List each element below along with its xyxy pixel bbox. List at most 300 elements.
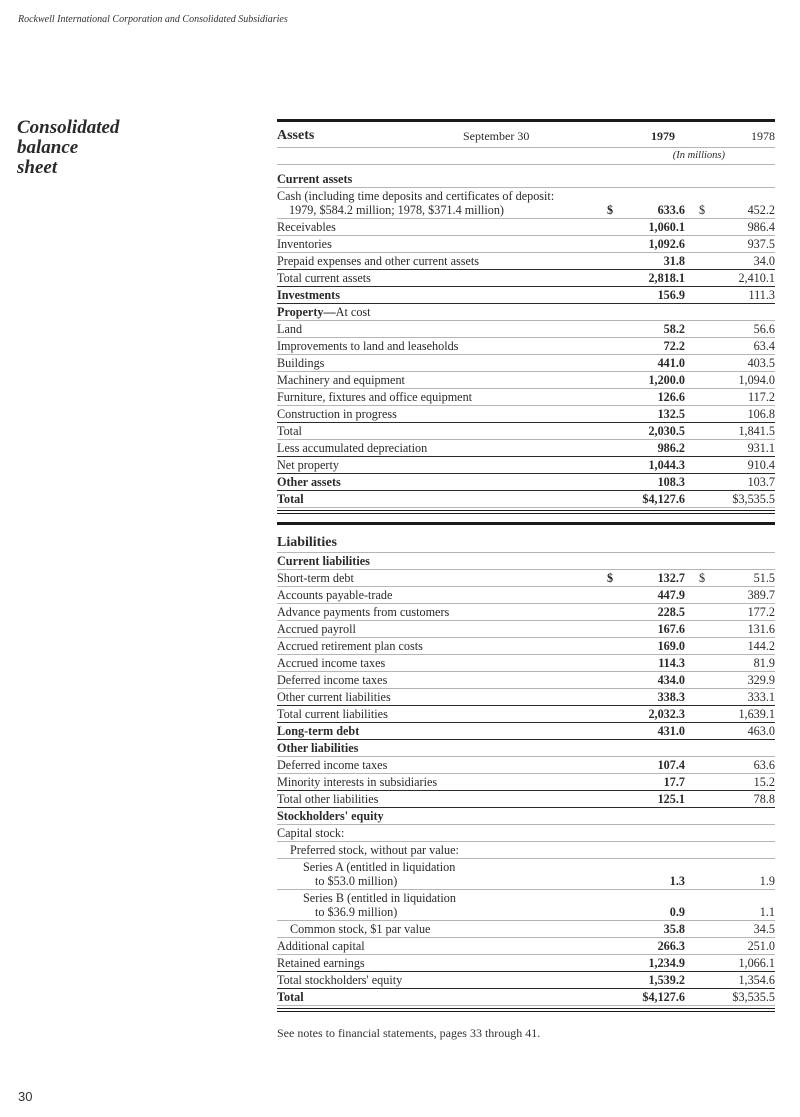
value-text: 338.3: [657, 690, 685, 704]
value-1979: [593, 990, 685, 1004]
table-row: [277, 938, 775, 955]
year-current-header: 1979: [651, 129, 675, 143]
row-label: [277, 492, 593, 506]
value-text: 2,818.1: [648, 271, 685, 285]
row-label-line: Other assets: [277, 475, 341, 489]
value-1978: [685, 758, 775, 772]
table-row: [277, 474, 775, 491]
value-1978: [685, 390, 775, 404]
table-row: [277, 842, 775, 859]
row-label: [277, 605, 593, 619]
table-row: [277, 440, 775, 457]
value-1978: [685, 690, 775, 704]
value-text: $4,127.6: [642, 990, 685, 1004]
row-label: [277, 571, 593, 585]
page-title-line-1: Consolidated: [17, 117, 120, 138]
row-label-line: Accrued income taxes: [277, 656, 386, 670]
row-label: [277, 843, 593, 857]
value-text: 1,044.3: [648, 458, 685, 472]
row-label: [277, 639, 593, 653]
row-label-line: Cash (including time deposits and certificates of deposit:: [277, 189, 555, 203]
value-text: 1,354.6: [738, 973, 775, 987]
value-1978: [685, 724, 775, 738]
value-1978: [685, 271, 775, 285]
value-1978: [685, 707, 775, 721]
table-row: [277, 774, 775, 791]
value-text: 1.9: [759, 874, 775, 888]
value-text: 441.0: [657, 356, 685, 370]
row-label-line: Additional capital: [277, 939, 365, 953]
table-row: [277, 672, 775, 689]
table-row: [277, 355, 775, 372]
liabilities-rows: [277, 553, 775, 1006]
row-label: [277, 390, 593, 404]
row-label-line: Deferred income taxes: [277, 758, 388, 772]
value-text: 1.3: [669, 874, 685, 888]
row-label: [277, 441, 593, 455]
value-1979: [593, 956, 685, 970]
value-1979: [593, 271, 685, 285]
row-label-line: Series A (entitled in liquidation: [303, 860, 456, 874]
value-text: 125.1: [657, 792, 685, 806]
row-label-line: Accounts payable-trade: [277, 588, 393, 602]
table-row: [277, 587, 775, 604]
value-1979: [593, 322, 685, 336]
value-text: 1,841.5: [738, 424, 775, 438]
row-label-line-2: to $53.0 million): [315, 874, 398, 888]
table-row: [277, 706, 775, 723]
table-row: [277, 972, 775, 989]
value-text: 126.6: [657, 390, 685, 404]
value-1979: [593, 571, 685, 585]
row-label: [277, 588, 593, 602]
value-1979: [593, 973, 685, 987]
table-row: [277, 638, 775, 655]
value-1979: [593, 707, 685, 721]
row-label: [277, 973, 593, 987]
value-1978: [685, 939, 775, 953]
value-text: 1.1: [759, 905, 775, 919]
value-text: $3,535.5: [732, 990, 775, 1004]
assets-title: Assets: [277, 128, 315, 143]
value-text: 117.2: [748, 390, 775, 404]
value-1979: [593, 922, 685, 936]
dollar-sign: $: [699, 571, 706, 585]
row-label-rest: At cost: [335, 305, 371, 319]
value-text: 106.8: [747, 407, 775, 421]
table-row: [277, 808, 775, 825]
value-1979: [593, 373, 685, 387]
value-text: 389.7: [747, 588, 775, 602]
value-1979: [593, 458, 685, 472]
footnote: See notes to financial statements, pages 33 through 41.: [277, 1026, 541, 1040]
value-text: 78.8: [753, 792, 775, 806]
value-1978: [685, 639, 775, 653]
row-label-line: Furniture, fixtures and office equipment: [277, 390, 473, 404]
row-label-line: Retained earnings: [277, 956, 365, 970]
value-text: 2,030.5: [648, 424, 685, 438]
value-text: 108.3: [657, 475, 685, 489]
value-1978: [685, 288, 775, 302]
value-1978: [685, 441, 775, 455]
value-text: 986.4: [747, 220, 775, 234]
value-1979: [593, 288, 685, 302]
row-label-line: Total: [277, 492, 304, 506]
row-label: [277, 424, 593, 438]
value-text: 111.3: [748, 288, 775, 302]
row-label-line: Minority interests in subsidiaries: [277, 775, 438, 789]
value-1979: [593, 656, 685, 670]
value-1979: [593, 775, 685, 789]
row-label: [277, 939, 593, 953]
row-label-line: Inventories: [277, 237, 332, 251]
value-text: 452.2: [747, 203, 775, 217]
row-label-line: Land: [277, 322, 303, 336]
value-1979: [593, 605, 685, 619]
running-head: Rockwell International Corporation and Consolidated Subsidiaries: [18, 14, 288, 25]
row-label: [277, 673, 593, 687]
row-label-line: Advance payments from customers: [277, 605, 450, 619]
value-text: 434.0: [657, 673, 685, 687]
value-text: 1,066.1: [738, 956, 775, 970]
value-text: 34.5: [753, 922, 775, 936]
row-label: [277, 458, 593, 472]
table-row: [277, 321, 775, 338]
table-row: [277, 825, 775, 842]
value-text: 131.6: [747, 622, 775, 636]
value-text: 31.8: [663, 254, 685, 268]
table-row: [277, 219, 775, 236]
liabilities-table: [277, 522, 775, 1041]
table-row: [277, 491, 775, 508]
value-text: 103.7: [747, 475, 775, 489]
table-row: [277, 287, 775, 304]
row-label-line: Current assets: [277, 172, 353, 186]
value-text: 633.6: [657, 203, 685, 217]
row-label: [277, 741, 593, 755]
table-row: [277, 304, 775, 321]
value-1979: [593, 407, 685, 421]
value-1978: [685, 874, 775, 888]
value-text: 1,200.0: [648, 373, 685, 387]
value-text: $3,535.5: [732, 492, 775, 506]
row-label: [277, 622, 593, 636]
value-text: 931.1: [747, 441, 775, 455]
value-text: 228.5: [657, 605, 685, 619]
table-row: [277, 570, 775, 587]
value-text: 58.2: [663, 322, 685, 336]
row-label-line: Series B (entitled in liquidation: [303, 891, 456, 905]
row-label: [277, 339, 593, 353]
value-1978: [685, 588, 775, 602]
row-label-line: Capital stock:: [277, 826, 345, 840]
dollar-sign: $: [607, 203, 614, 217]
value-text: 251.0: [747, 939, 775, 953]
row-label-line: Accrued payroll: [277, 622, 356, 636]
value-1979: [593, 905, 685, 919]
value-text: 15.2: [753, 775, 775, 789]
value-text: 2,410.1: [738, 271, 775, 285]
year-prior-header: 1978: [751, 129, 775, 143]
value-text: 463.0: [747, 724, 775, 738]
row-label: [277, 271, 593, 285]
row-label-line: Machinery and equipment: [277, 373, 405, 387]
table-row: [277, 171, 775, 188]
value-text: 156.9: [657, 288, 685, 302]
value-text: 177.2: [747, 605, 775, 619]
table-row: [277, 859, 775, 890]
value-text: 333.1: [747, 690, 775, 704]
dollar-sign: $: [699, 203, 706, 217]
row-label-line: Improvements to land and leaseholds: [277, 339, 459, 353]
value-text: 35.8: [663, 922, 685, 936]
value-1978: [685, 424, 775, 438]
table-row: [277, 655, 775, 672]
row-label: [277, 356, 593, 370]
value-text: $4,127.6: [642, 492, 685, 506]
row-label-line: Other liabilities: [277, 741, 359, 755]
table-row: [277, 457, 775, 474]
value-1979: [593, 939, 685, 953]
value-text: 34.0: [753, 254, 775, 268]
value-text: 1,539.2: [648, 973, 685, 987]
value-text: 1,094.0: [738, 373, 775, 387]
row-label-line: Total current liabilities: [277, 707, 388, 721]
table-row: [277, 955, 775, 972]
value-1978: [685, 407, 775, 421]
value-text: 431.0: [657, 724, 685, 738]
row-label: [277, 237, 593, 251]
value-1978: [685, 673, 775, 687]
table-row: [277, 338, 775, 355]
value-1978: [685, 339, 775, 353]
value-1979: [593, 724, 685, 738]
value-text: 63.6: [753, 758, 775, 772]
row-label-line: Long-term debt: [277, 724, 360, 738]
double-rule: [277, 510, 775, 514]
assets-rows: [277, 171, 775, 508]
table-row: [277, 270, 775, 287]
table-row: [277, 406, 775, 423]
row-label: [277, 860, 593, 888]
row-label: [277, 322, 593, 336]
row-label: [277, 990, 593, 1004]
value-text: 132.7: [657, 571, 685, 585]
value-1979: [593, 874, 685, 888]
value-1979: [593, 390, 685, 404]
row-label-line: Common stock, $1 par value: [290, 922, 431, 936]
row-label: [277, 775, 593, 789]
value-text: 81.9: [753, 656, 775, 670]
row-label: [277, 758, 593, 772]
value-1978: [685, 373, 775, 387]
value-text: 167.6: [657, 622, 685, 636]
row-label-line: Preferred stock, without par value:: [290, 843, 459, 857]
value-text: 2,032.3: [648, 707, 685, 721]
value-text: 114.3: [658, 656, 685, 670]
row-label: [277, 956, 593, 970]
table-row: [277, 989, 775, 1006]
row-label: [277, 288, 593, 302]
row-label-line: Deferred income taxes: [277, 673, 388, 687]
row-label: [277, 707, 593, 721]
table-row: [277, 188, 775, 219]
row-label-line: Buildings: [277, 356, 325, 370]
value-1979: [593, 673, 685, 687]
row-label: [277, 922, 593, 936]
row-label: [277, 792, 593, 806]
value-text: 1,639.1: [738, 707, 775, 721]
value-1978: [685, 973, 775, 987]
value-1979: [593, 339, 685, 353]
row-label: [277, 690, 593, 704]
value-1979: [593, 622, 685, 636]
value-1978: [685, 956, 775, 970]
value-text: 937.5: [747, 237, 775, 251]
row-label-line-2: 1979, $584.2 million; 1978, $371.4 million): [289, 203, 504, 217]
table-row: [277, 723, 775, 740]
row-label-line: Net property: [277, 458, 339, 472]
row-label-line: Total other liabilities: [277, 792, 379, 806]
units-label: (In millions): [277, 148, 775, 165]
value-1979: [593, 203, 685, 217]
row-label-line: Less accumulated depreciation: [277, 441, 428, 455]
row-label-line: Investments: [277, 288, 340, 302]
assets-table: [277, 119, 775, 514]
value-1978: [685, 990, 775, 1004]
value-text: 403.5: [747, 356, 775, 370]
row-label-line: Receivables: [277, 220, 336, 234]
dollar-sign: $: [607, 571, 614, 585]
page-number: 30: [18, 1089, 33, 1104]
table-row: [277, 372, 775, 389]
value-text: 63.4: [753, 339, 775, 353]
value-1978: [685, 356, 775, 370]
row-label: [277, 172, 593, 186]
table-row: [277, 890, 775, 921]
row-label: [277, 656, 593, 670]
table-row: [277, 236, 775, 253]
row-label: [277, 305, 593, 319]
row-label: [277, 373, 593, 387]
row-label-line: Accrued retirement plan costs: [277, 639, 423, 653]
value-text: 132.5: [657, 407, 685, 421]
value-1979: [593, 424, 685, 438]
value-text: 1,234.9: [648, 956, 685, 970]
page-title-line-2: balance: [17, 137, 79, 158]
value-1978: [685, 775, 775, 789]
row-label: [277, 891, 593, 919]
value-1979: [593, 588, 685, 602]
page-title: [17, 118, 119, 178]
double-rule: [277, 1008, 775, 1012]
table-row: [277, 389, 775, 406]
value-text: 56.6: [753, 322, 775, 336]
value-1978: [685, 792, 775, 806]
value-text: 0.9: [669, 905, 685, 919]
row-label-line: Other current liabilities: [277, 690, 391, 704]
value-text: 986.2: [657, 441, 685, 455]
value-1978: [685, 605, 775, 619]
table-row: [277, 757, 775, 774]
value-1979: [593, 237, 685, 251]
value-text: 1,092.6: [648, 237, 685, 251]
value-1978: [685, 905, 775, 919]
table-row: [277, 604, 775, 621]
value-1979: [593, 690, 685, 704]
row-label-line: Total stockholders' equity: [277, 973, 403, 987]
value-1979: [593, 792, 685, 806]
table-row: [277, 621, 775, 638]
value-1978: [685, 203, 775, 217]
value-1978: [685, 922, 775, 936]
value-text: 144.2: [747, 639, 775, 653]
row-label-line: Total current assets: [277, 271, 371, 285]
value-1978: [685, 622, 775, 636]
table-row: [277, 689, 775, 706]
value-text: 107.4: [657, 758, 685, 772]
row-label: [277, 220, 593, 234]
value-1978: [685, 475, 775, 489]
table-row: [277, 921, 775, 938]
row-label-line: Stockholders' equity: [277, 809, 384, 823]
value-text: 266.3: [657, 939, 685, 953]
value-text: 169.0: [657, 639, 685, 653]
row-label: [277, 254, 593, 268]
value-text: 51.5: [753, 571, 775, 585]
date-label: September 30: [463, 129, 530, 143]
value-text: 910.4: [747, 458, 775, 472]
table-row: [277, 423, 775, 440]
assets-header-row: [277, 122, 775, 148]
table-row: [277, 791, 775, 808]
value-1978: [685, 571, 775, 585]
value-1979: [593, 492, 685, 506]
value-text: 447.9: [657, 588, 685, 602]
liabilities-title: Liabilities: [277, 525, 775, 553]
page-title-line-3: sheet: [17, 157, 58, 178]
table-row: [277, 253, 775, 270]
row-label: [277, 554, 593, 568]
row-label-bold: Property—: [277, 305, 336, 319]
row-label: [277, 826, 593, 840]
row-label-line: Total: [277, 424, 302, 438]
value-1979: [593, 639, 685, 653]
value-1979: [593, 220, 685, 234]
value-text: 72.2: [663, 339, 685, 353]
value-text: 329.9: [747, 673, 775, 687]
value-1978: [685, 656, 775, 670]
row-label: [277, 475, 593, 489]
value-1978: [685, 492, 775, 506]
value-1978: [685, 220, 775, 234]
table-row: [277, 553, 775, 570]
value-1978: [685, 237, 775, 251]
value-text: 1,060.1: [648, 220, 685, 234]
row-label-line: Current liabilities: [277, 554, 370, 568]
value-1979: [593, 254, 685, 268]
row-label: [277, 724, 593, 738]
row-label-line: Prepaid expenses and other current assets: [277, 254, 480, 268]
row-label: [277, 809, 593, 823]
value-1979: [593, 356, 685, 370]
row-label: [277, 189, 593, 217]
value-1979: [593, 758, 685, 772]
value-1979: [593, 475, 685, 489]
row-label-line: Short-term debt: [277, 571, 354, 585]
value-text: 17.7: [663, 775, 685, 789]
value-1978: [685, 458, 775, 472]
